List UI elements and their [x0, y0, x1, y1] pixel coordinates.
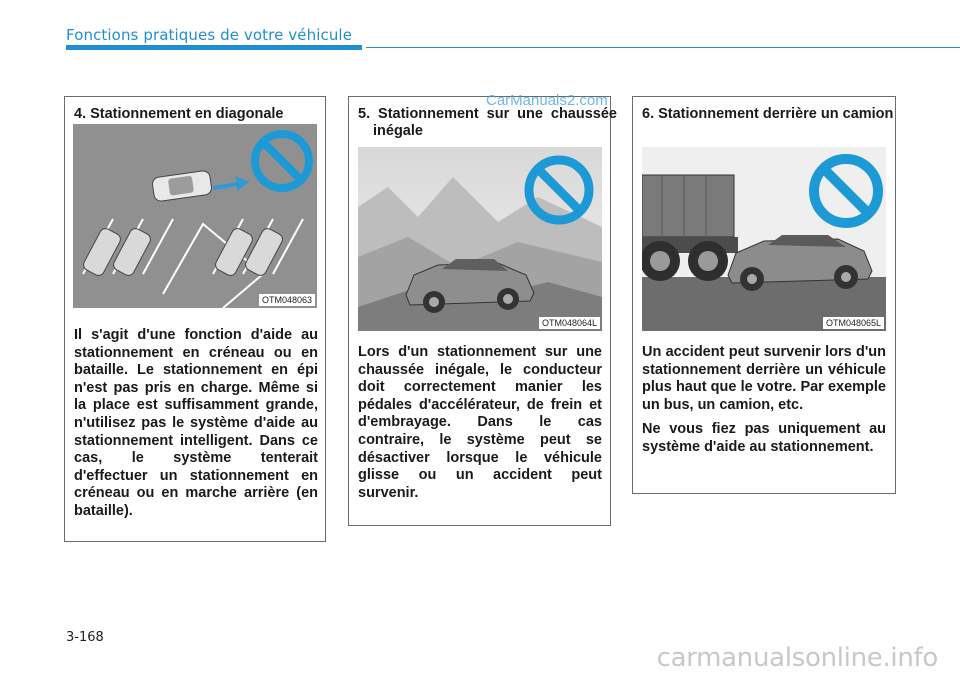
- paragraph: Lors d'un stationnement sur une chaussée inégale, le conducteur doit correctement manier les pédales d'accélérateur, de frein et d'embrayage. Dans le cas contraire, le système peut se désactiver lorsque le véhicule glisse ou un accident peut survenir.: [358, 344, 602, 501]
- panel-diagonal-parking: [64, 96, 326, 542]
- figure-behind-truck: [642, 147, 886, 331]
- panel-behind-truck: [632, 96, 896, 494]
- no-entry-icon: [806, 151, 886, 231]
- panel-body: [74, 327, 318, 528]
- figure-code: OTM048063: [259, 294, 315, 306]
- paragraph: Il s'agit d'une fonction d'aide au stationnement en créneau ou en bataille. Le stationnement en épi n'est pas pris en charge. Même si la place est suffisamment grande, n'utilisez pas le système d'aide au stationnement intelligent. Dans ce cas, le système tenterait d'effectuer un stationnement en créneau ou en marche arrière (en bataille).: [74, 327, 318, 519]
- figure-uneven-road: [358, 147, 602, 331]
- paragraph: Un accident peut survenir lors d'un stationnement derrière un véhicule plus haut que le votre. Par exemple un bus, un camion, etc.: [642, 344, 886, 413]
- panel-body: [358, 344, 602, 509]
- no-entry-icon: [249, 128, 315, 194]
- panel-heading: 4. Stationnement en diagonale: [74, 106, 284, 122]
- watermark-bottom: carmanualsonline.info: [656, 643, 938, 673]
- header-rule-thin: [366, 47, 960, 48]
- figure-code: OTM048064L: [539, 317, 600, 329]
- panel-heading: 5. Stationnement sur une chaussée inégale: [358, 106, 617, 139]
- figure-code: OTM048065L: [823, 317, 884, 329]
- panel-uneven-road: [348, 96, 617, 526]
- panel-body: [642, 344, 886, 464]
- no-entry-icon: [522, 153, 596, 227]
- header-rule-thick: [66, 45, 362, 50]
- figure-diagonal-parking: [73, 124, 317, 308]
- paragraph: Ne vous fiez pas uniquement au système d'aide au stationnement.: [642, 421, 886, 455]
- watermark-top[interactable]: CarManuals2.com: [486, 92, 608, 109]
- panel-heading: 6. Stationnement derrière un camion: [642, 106, 894, 122]
- section-title: Fonctions pratiques de votre véhicule: [66, 26, 353, 44]
- page-number: 3-168: [66, 630, 104, 645]
